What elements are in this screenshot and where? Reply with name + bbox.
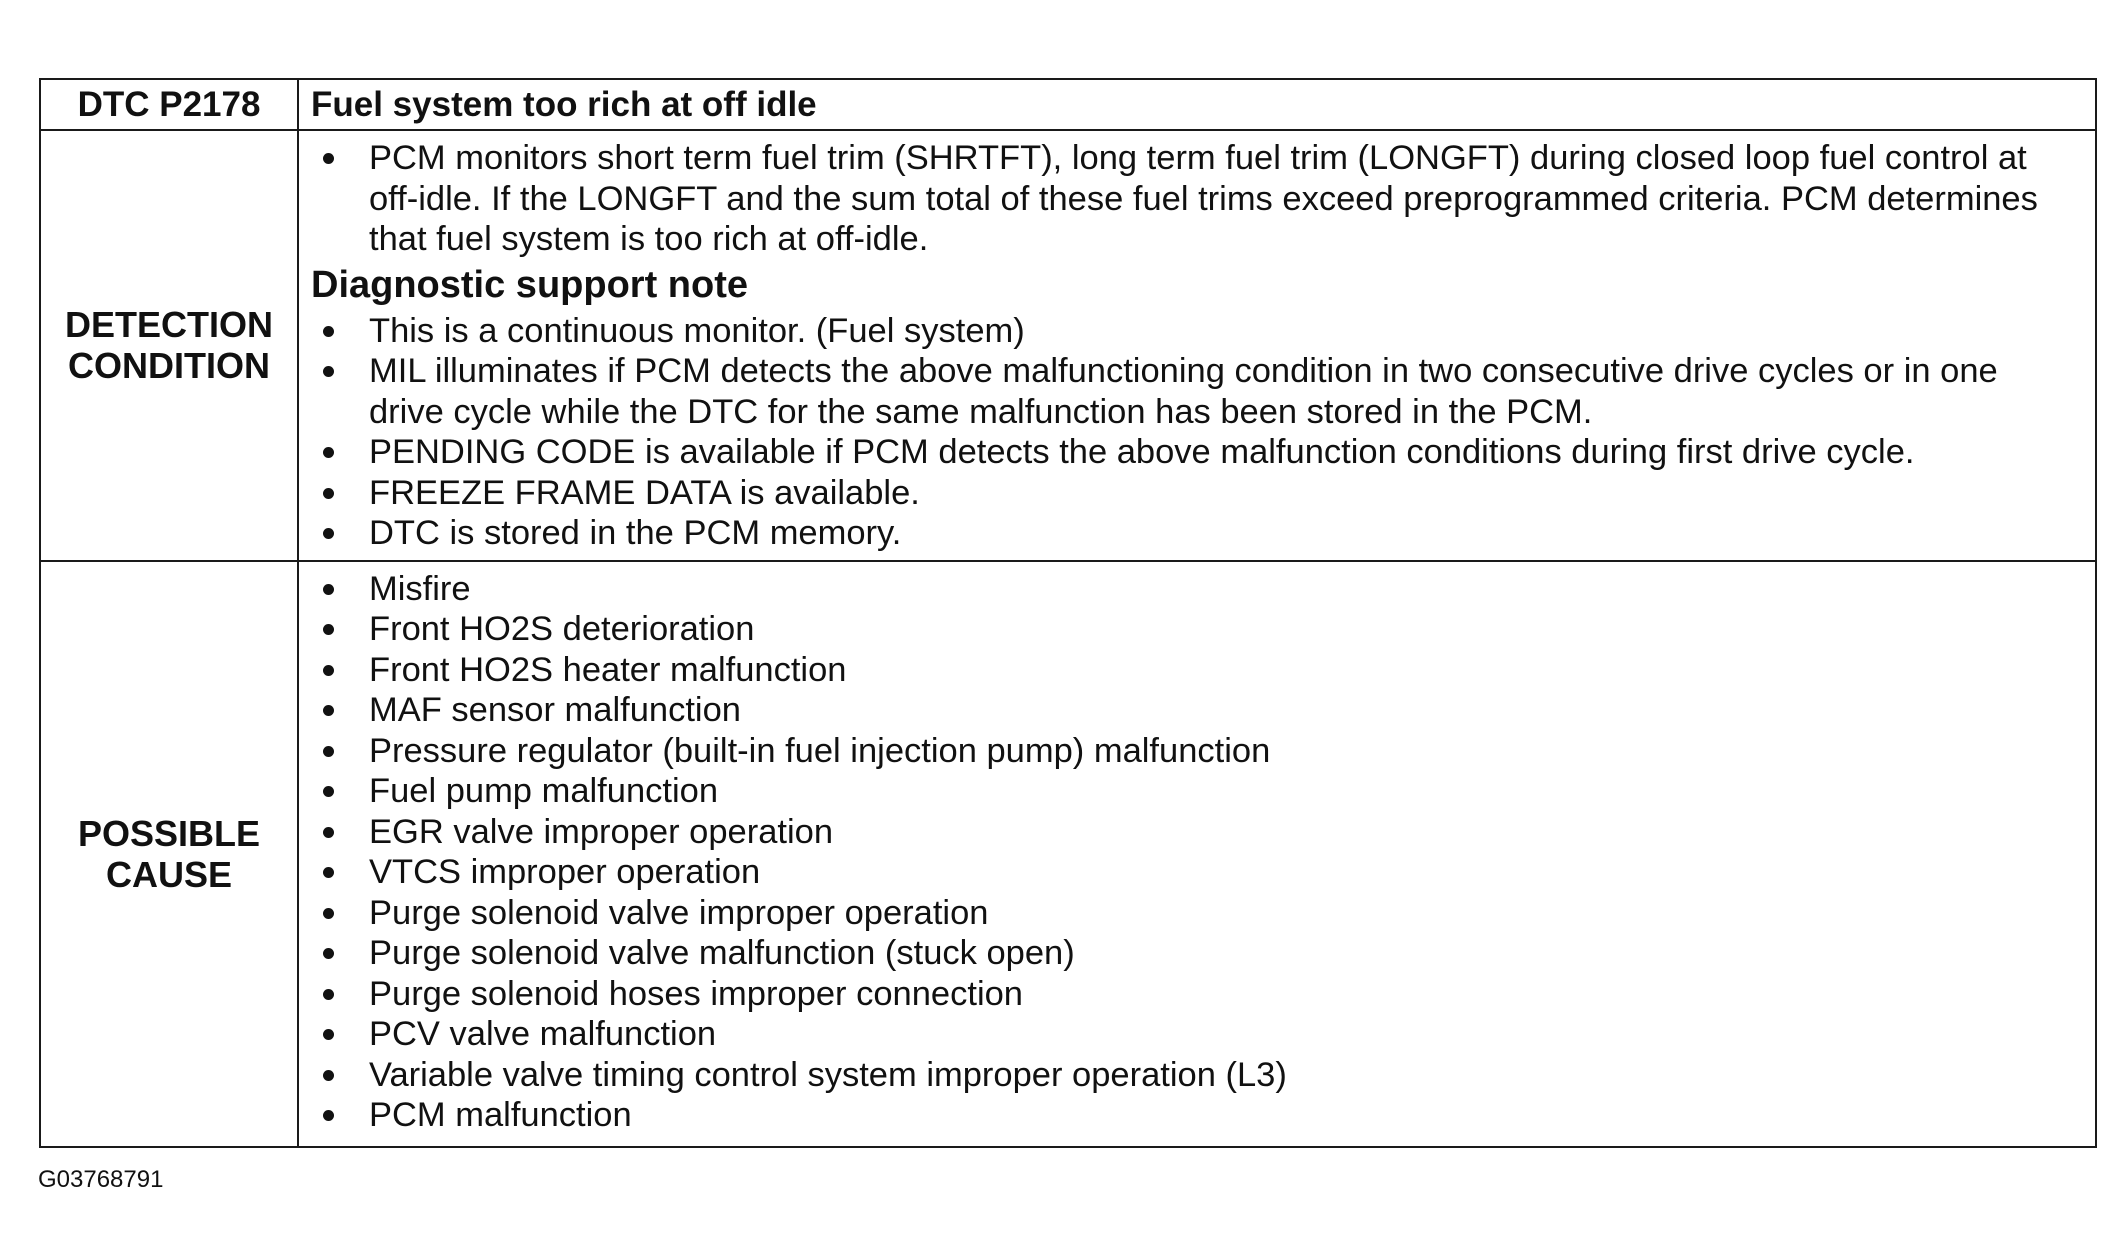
bullet-icon [323, 1029, 334, 1040]
list-item [311, 513, 2077, 554]
header-row [40, 79, 2096, 130]
bullet-icon [323, 584, 334, 595]
bullet-icon [323, 989, 334, 1000]
list-item [311, 1095, 2077, 1136]
list-item-text: EGR valve improper operation [369, 812, 834, 851]
list-item-text: Misfire [369, 569, 471, 608]
bullet-icon [323, 867, 334, 878]
bullet-icon [323, 948, 334, 959]
list-item-text: MIL illuminates if PCM detects the above malfunctioning condition in two consecutive drive cycles or in one drive cycle while the DTC for the same malfunction has been stored in the PCM. [369, 352, 1998, 431]
list-item [311, 812, 2077, 853]
list-item-text: This is a continuous monitor. (Fuel system) [369, 311, 1025, 350]
list-item [311, 650, 2077, 691]
dtc-table [39, 78, 2097, 1148]
bullet-icon [323, 705, 334, 716]
bullet-icon [323, 528, 334, 539]
list-item [311, 933, 2077, 974]
list-item-text: Purge solenoid hoses improper connection [369, 974, 1023, 1013]
bullet-icon [323, 153, 334, 164]
list-item [311, 432, 2077, 473]
bullet-icon [323, 665, 334, 676]
list-item-text: DTC is stored in the PCM memory. [369, 514, 902, 552]
list-item [311, 138, 2077, 260]
dtc-title: Fuel system too rich at off idle [298, 79, 2096, 130]
list-item-text: Front HO2S deterioration [369, 610, 755, 648]
detection-label-line2: CONDITION [68, 345, 270, 387]
list-item-text: Purge solenoid valve improper operation [369, 893, 989, 932]
bullet-icon [323, 1070, 334, 1081]
detection-condition-row [40, 130, 2096, 561]
bullet-icon [323, 326, 334, 337]
list-item [311, 893, 2077, 934]
possible-cause-label [40, 561, 298, 1147]
list-item-text: PCM malfunction [369, 1096, 632, 1134]
list-item-text: Pressure regulator (built-in fuel injection pump) malfunction [369, 731, 1271, 770]
bullet-icon [323, 786, 334, 797]
list-item-text: Purge solenoid valve malfunction (stuck open) [369, 934, 1075, 972]
list-item [311, 1055, 2077, 1096]
bullet-icon [323, 488, 334, 499]
list-item-text: PENDING CODE is available if PCM detects the above malfunction conditions during first drive cycle. [369, 433, 1915, 471]
possible-cause-label-line2: CAUSE [105, 853, 233, 895]
bullet-icon [323, 746, 334, 757]
list-item-text: Fuel pump malfunction [369, 772, 719, 810]
detection-condition-label [40, 130, 298, 561]
bullet-icon [323, 827, 334, 838]
diagnostic-support-note-heading: Diagnostic support note [311, 263, 748, 306]
bullet-icon [323, 366, 334, 377]
list-item [311, 609, 2077, 650]
dtc-code: DTC P2178 [40, 79, 298, 130]
list-item [311, 1014, 2077, 1055]
detection-label-line1: DETECTION [64, 304, 273, 346]
list-item [311, 690, 2077, 731]
list-item [311, 473, 2077, 514]
list-item [311, 731, 2077, 772]
detection-intro-list [311, 138, 2077, 260]
list-item-text: MAF sensor malfunction [369, 691, 741, 729]
list-item [311, 569, 2077, 610]
list-item-text: PCM monitors short term fuel trim (SHRTFT), long term fuel trim (LONGFT) during closed loop fuel control at off-idle. If the LONGFT and the sum total of these fuel trims exceed preprogrammed criteria. PCM determines that fuel system is too rich at off-idle. [369, 139, 2038, 258]
figure-id: G03768791 [38, 1166, 164, 1193]
list-item-text: Front HO2S heater malfunction [369, 650, 847, 689]
possible-cause-row [40, 561, 2096, 1147]
list-item [311, 351, 2077, 432]
bullet-icon [323, 447, 334, 458]
list-item [311, 311, 2077, 352]
list-item [311, 771, 2077, 812]
list-item [311, 852, 2077, 893]
list-item-text: Variable valve timing control system improper operation (L3) [369, 1055, 1287, 1094]
diagnostic-support-note-list [311, 311, 2077, 554]
list-item-text: PCV valve malfunction [369, 1015, 717, 1053]
list-item-text: VTCS improper operation [369, 853, 761, 891]
list-item [311, 974, 2077, 1015]
bullet-icon [323, 1110, 334, 1121]
bullet-icon [323, 624, 334, 635]
list-item-text: FREEZE FRAME DATA is available. [369, 473, 920, 512]
bullet-icon [323, 908, 334, 919]
detection-condition-content [298, 130, 2096, 561]
possible-cause-list [311, 569, 2077, 1136]
possible-cause-content [298, 561, 2096, 1147]
possible-cause-label-line1: POSSIBLE [77, 812, 261, 854]
